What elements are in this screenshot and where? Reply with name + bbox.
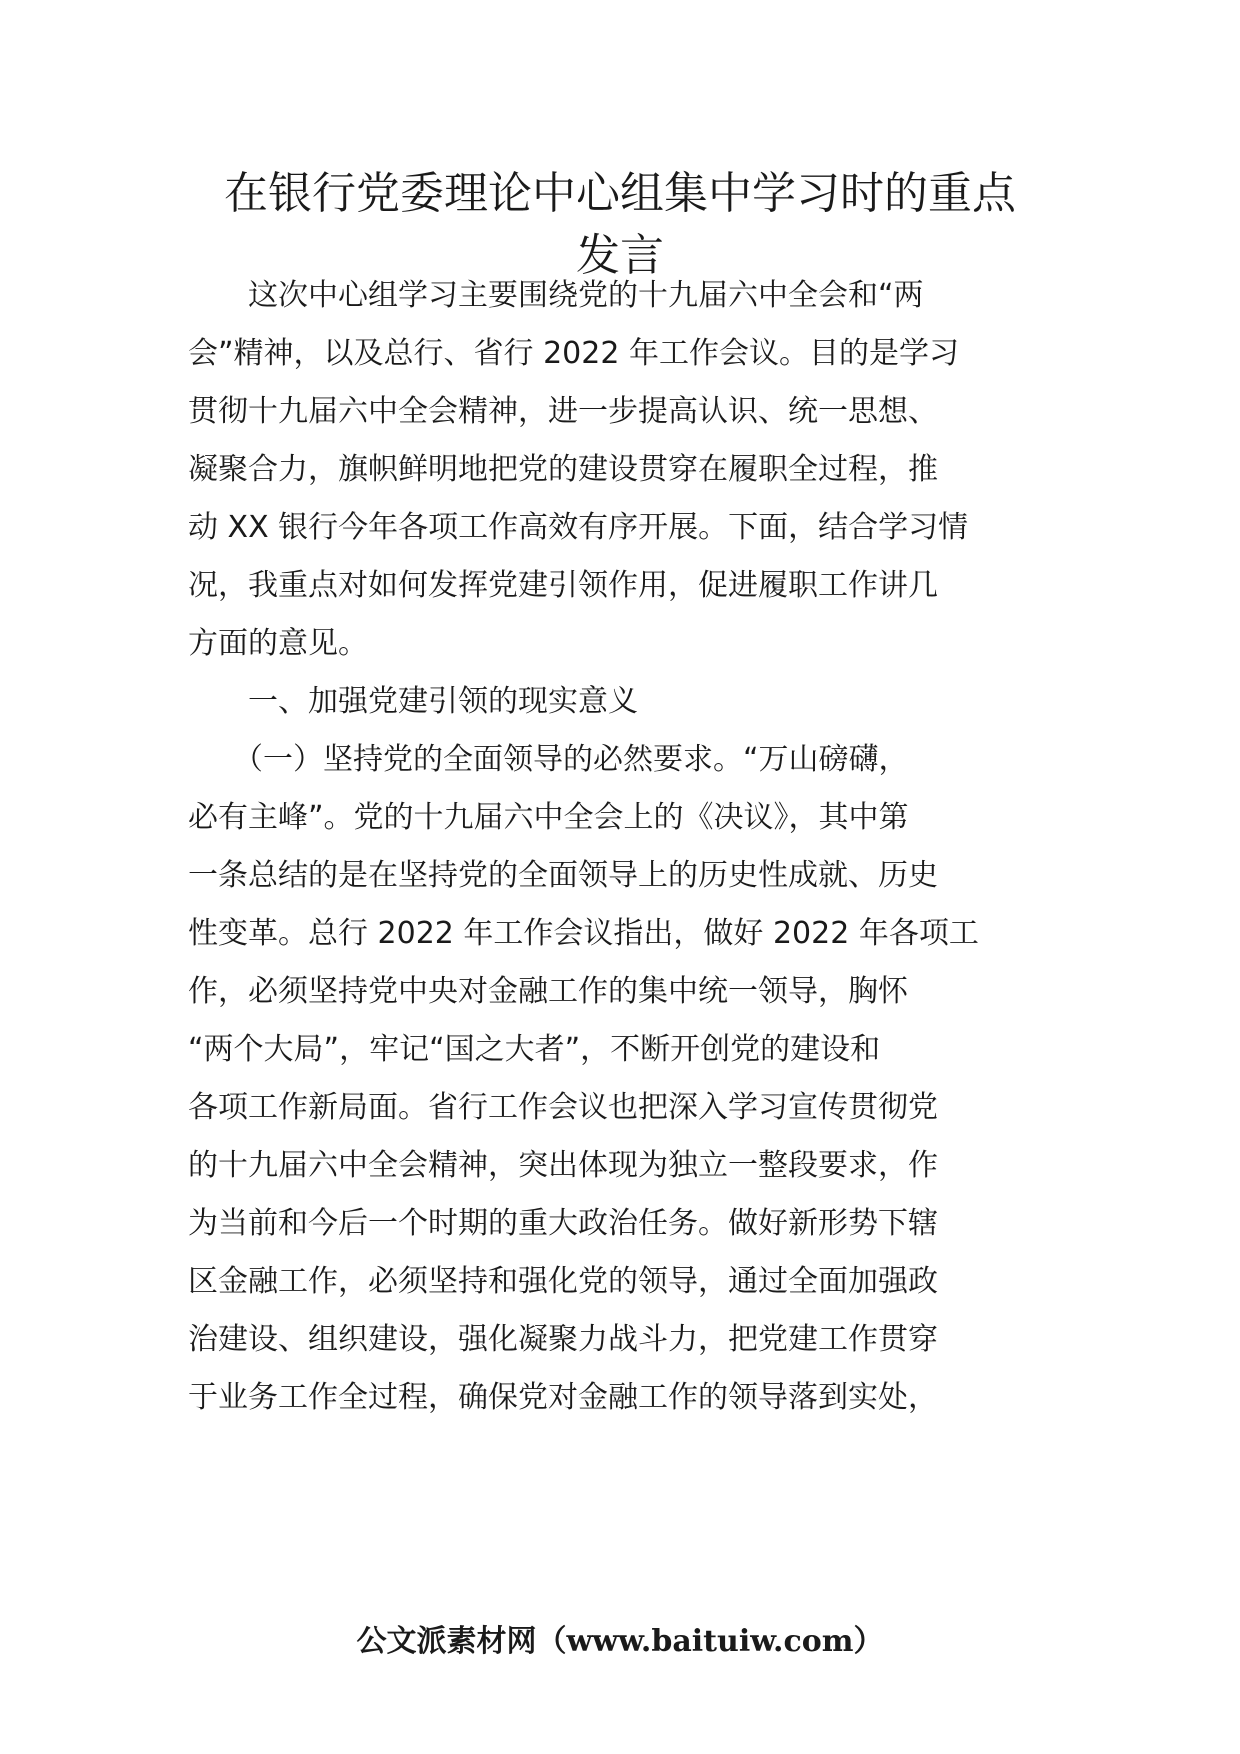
body-line: 性变革。总行 2022 年工作会议指出，做好 2022 年各项工 [188,916,979,951]
body-line: 各项工作新局面。省行工作会议也把深入学习宣传贯彻党 [188,1090,938,1125]
body-line: 的十九届六中全会精神，突出体现为独立一整段要求，作 [188,1148,938,1183]
footer-watermark: 公文派素材网（www.baituiw.com） [356,1624,884,1659]
body-line: 区金融工作，必须坚持和强化党的领导，通过全面加强政 [188,1264,938,1299]
body-line: 会”精神，以及总行、省行 2022 年工作会议。目的是学习 [188,336,959,371]
body-line: 凝聚合力，旗帜鲜明地把党的建设贯穿在履职全过程，推 [188,452,938,487]
body-line: 这次中心组学习主要围绕党的十九届六中全会和“两 [188,278,924,313]
body-line: 方面的意见。 [188,626,368,661]
body-line: 治建设、组织建设，强化凝聚力战斗力，把党建工作贯穿 [188,1322,938,1357]
body-line: 贯彻十九届六中全会精神，进一步提高认识、统一思想、 [188,394,938,429]
body-line: “两个大局”，牢记“国之大者”，不断开创党的建设和 [188,1032,881,1067]
body-line: （一）坚持党的全面领导的必然要求。“万山磅礴， [188,742,909,777]
document-title [150,163,1090,287]
title-line-1: 在银行党委理论中心组集中学习时的重点 [224,168,1016,219]
body-line: 必有主峰”。党的十九届六中全会上的《决议》，其中第 [188,800,909,835]
body-line: 于业务工作全过程，确保党对金融工作的领导落到实处， [188,1380,938,1415]
body-line: 作，必须坚持党中央对金融工作的集中统一领导，胸怀 [188,974,908,1009]
title-line-2: 发言 [576,230,664,281]
section-heading: 一、加强党建引领的现实意义 [188,684,638,719]
body-line: 为当前和今后一个时期的重大政治任务。做好新形势下辖 [188,1206,938,1241]
body-line: 一条总结的是在坚持党的全面领导上的历史性成就、历史 [188,858,938,893]
body-line: 况，我重点对如何发挥党建引领作用，促进履职工作讲几 [188,568,938,603]
body-line: 动 XX 银行今年各项工作高效有序开展。下面，结合学习情 [188,510,969,545]
